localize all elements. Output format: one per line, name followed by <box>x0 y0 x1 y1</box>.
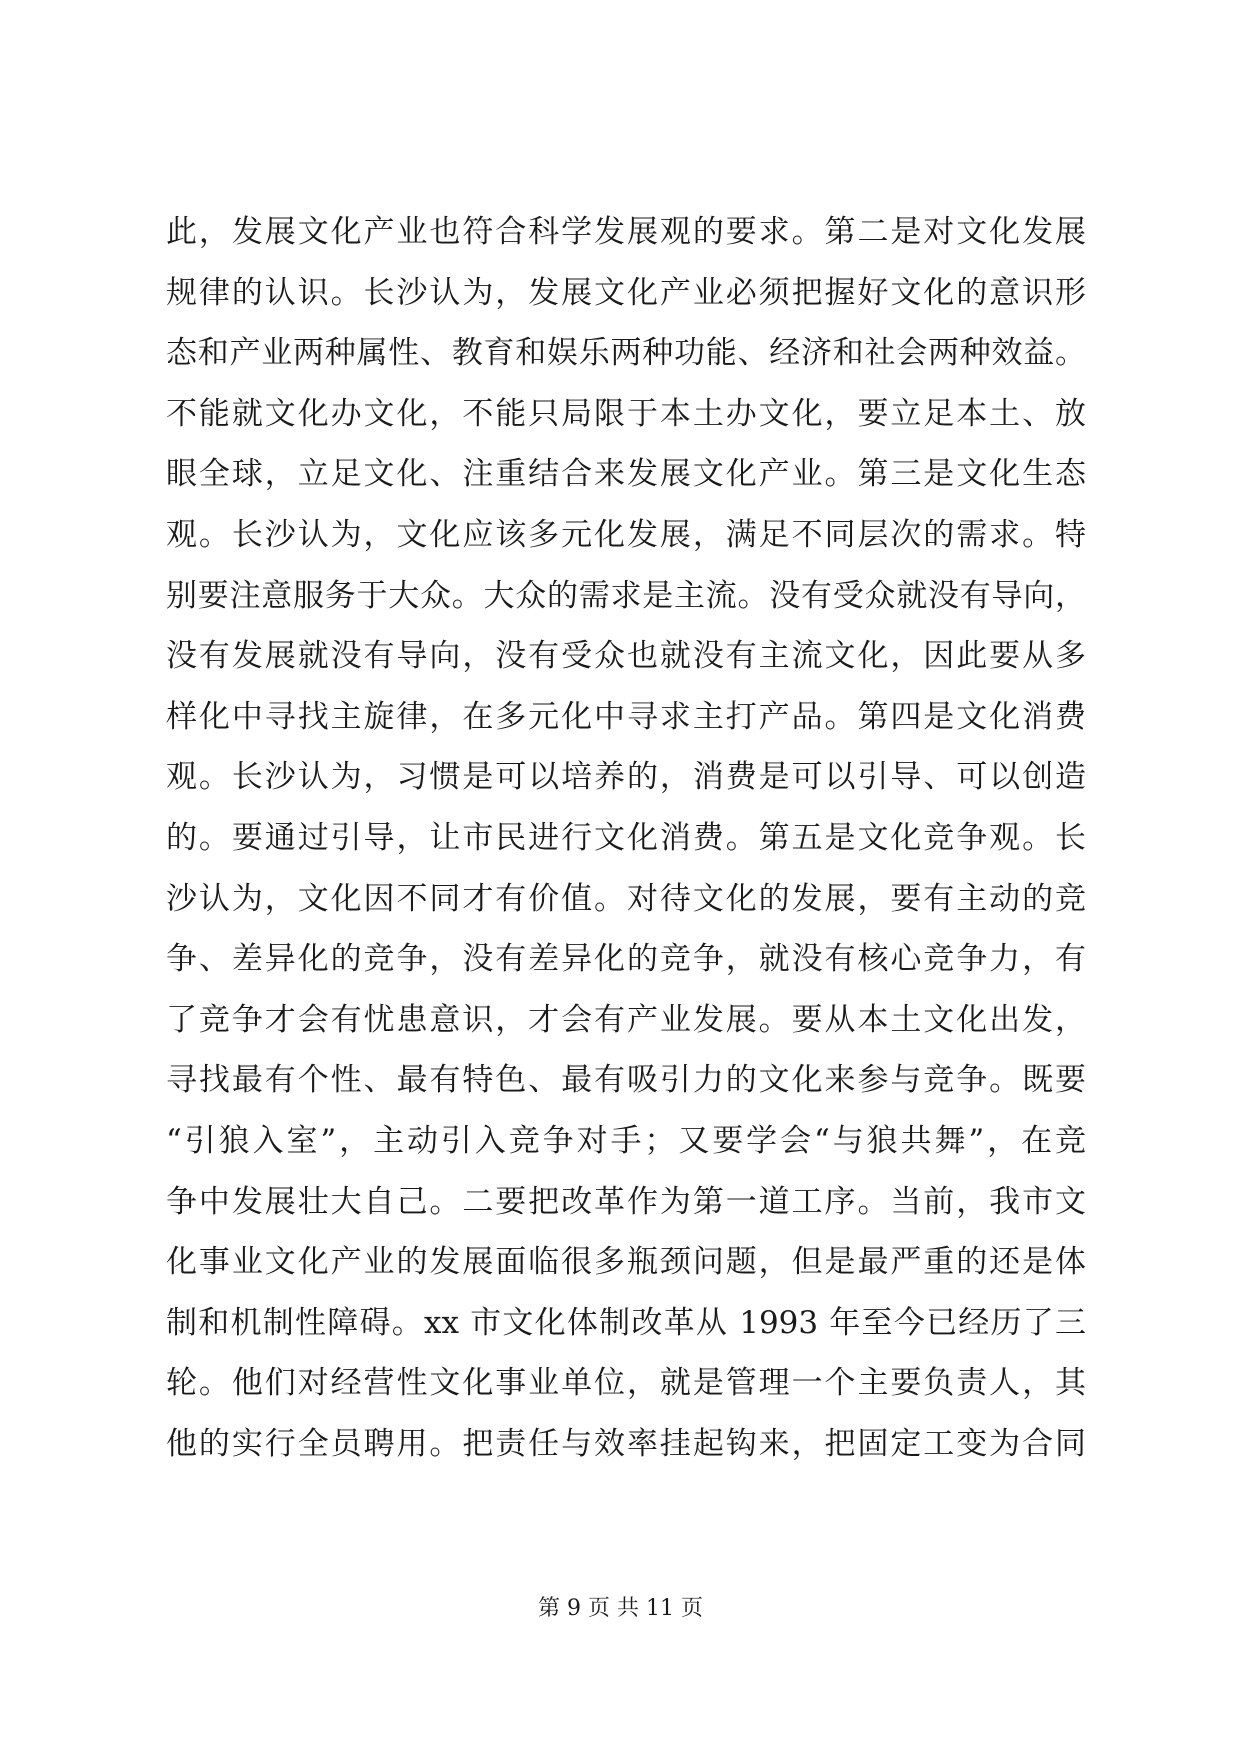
text-line: 了竞争才会有忧患意识，才会有产业发展。要从本土文化出发， <box>166 1001 1086 1038</box>
body-text <box>166 202 1086 1474</box>
text-line: 眼全球，立足文化、注重结合来发展文化产业。第三是文化生态 <box>166 456 1086 493</box>
text-line: 此，发展文化产业也符合科学发展观的要求。第二是对文化发展 <box>166 214 1086 250</box>
text-line: “引狼入室”，主动引入竞争对手；又要学会“与狼共舞”，在竞 <box>166 1122 1086 1159</box>
text-line: 不能就文化办文化，不能只局限于本土办文化，要立足本土、放 <box>166 395 1086 432</box>
text-line: 制和机制性障碍。xx 市文化体制改革从 1993 年至今已经历了三 <box>166 1304 1086 1341</box>
text-line: 寻找最有个性、最有特色、最有吸引力的文化来参与竞争。既要 <box>166 1062 1086 1099</box>
text-line: 化事业文化产业的发展面临很多瓶颈问题，但是最严重的还是体 <box>166 1244 1086 1281</box>
text-line: 规律的认识。长沙认为，发展文化产业必须把握好文化的意识形 <box>166 274 1086 311</box>
text-line: 样化中寻找主旋律，在多元化中寻求主打产品。第四是文化消费 <box>166 698 1086 735</box>
text-line: 别要注意服务于大众。大众的需求是主流。没有受众就没有导向， <box>166 577 1086 614</box>
text-line: 争、差异化的竞争，没有差异化的竞争，就没有核心竞争力，有 <box>166 941 1086 978</box>
text-line: 观。长沙认为，文化应该多元化发展，满足不同层次的需求。特 <box>166 516 1086 553</box>
text-line: 他的实行全员聘用。把责任与效率挂起钩来，把固定工变为合同 <box>166 1425 1086 1462</box>
text-line: 沙认为，文化因不同才有价值。对待文化的发展，要有主动的竞 <box>166 880 1086 917</box>
page-footer: 第 9 页 共 11 页 <box>538 1596 703 1621</box>
text-line: 轮。他们对经营性文化事业单位，就是管理一个主要负责人，其 <box>166 1365 1086 1402</box>
text-line: 态和产业两种属性、教育和娱乐两种功能、经济和社会两种效益。 <box>166 335 1086 372</box>
text-line: 的。要通过引导，让市民进行文化消费。第五是文化竞争观。长 <box>166 819 1086 856</box>
text-line: 观。长沙认为，习惯是可以培养的，消费是可以引导、可以创造 <box>166 759 1086 796</box>
text-line: 争中发展壮大自己。二要把改革作为第一道工序。当前，我市文 <box>166 1183 1086 1220</box>
text-line: 没有发展就没有导向，没有受众也就没有主流文化，因此要从多 <box>166 638 1086 675</box>
